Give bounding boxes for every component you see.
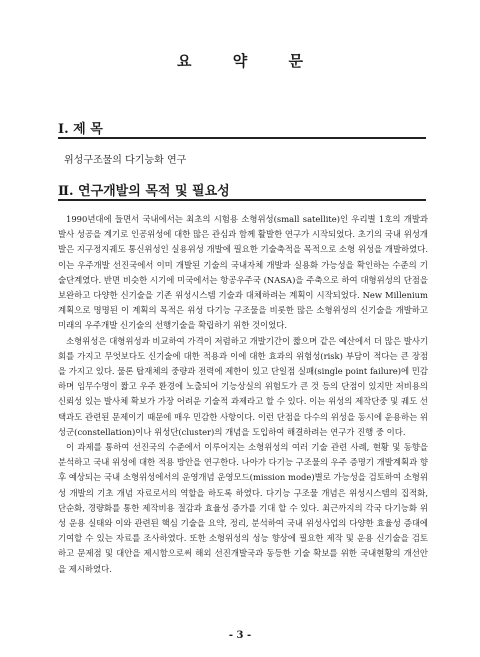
paragraph-3: 이 과제를 통하여 선진국의 수준에서 이루어지는 소형위성의 여러 기술 관련 사례, 현황 및 동향을 분석하고 국내 위성에 대한 적용 방안을 연구한다. 나아가 다기능 구조물의 우주 증명기 개발계획과 향후 예상되는 국내 소형위성에서의 운영개념 운영모드(mission mode)별로 가능성을 검토하여 소형위성 개발의 기초 개념 자료로서의 역할을 하도록 하였다. 다기능 구조물 개념은 위성시스템의 집적화, 단순화, 경량화를 통한 제작비용 절감과 효율성 증가를 기대 할 수 있다. 최근까지의 각국 다기능화 위성 운용 실태와 이와 관련된 핵심 기술을 요약, 정리, 분석하여 국내 위성사업의 다양한 효율성 증대에 기여할 수 있는 자료를 조사하였다. 또한 소형위성의 성능 향상에 필요한 제작 및 운용 신기술을 검토하고 문제점 및 대안을 제시함으로써 해외 선진개발국과 동등한 기술 확보를 위한 국내현황의 개선안을 제시하였다. xyxy=(58,442,428,574)
section-2-body xyxy=(58,212,428,577)
paragraph-2: 소형위성은 대형위성과 비교하여 가격이 저렴하고 개발기간이 짧으며 같은 예산에서 더 많은 발사기회를 가지고 무엇보다도 신기술에 대한 적용과 이에 대한 효과의 위험성(risk) 부담이 적다는 큰 장점을 가지고 있다. 물론 탑재체의 중량과 전력에 제한이 있고 단일점 실패(single point failure)에 민감하며 임무수명이 짧고 우주 환경에 노출되어 기능상실의 위험도가 큰 것 등의 단점이 있지만 저비용의 신뢰성 있는 발사체 확보가 가장 어려운 기술적 과제라고 할 수 있다. 이는 위성의 제작단중 및 궤도 선택과도 관련된 문제이기 때문에 매우 민감한 사항이다. 이런 단점을 다수의 위성을 동시에 운용하는 위성군(constellation)이나 위성단(cluster)의 개념을 도입하여 해결하려는 연구가 진행 중 이다. xyxy=(58,335,428,437)
section-2-heading: Ⅱ. 연구개발의 목적 및 필요성 xyxy=(58,184,230,199)
section-2-divider xyxy=(58,199,426,201)
section-1-heading: Ⅰ. 제 목 xyxy=(58,122,103,137)
section-1-divider xyxy=(58,137,426,139)
paragraph-1: 1990년대에 들면서 국내에서는 최초의 시험용 소형위성(small satellite)인 우리별 1호의 개발과 발사 성공을 계기로 인공위성에 대한 많은 관심과 함께 활발한 연구가 시작되었다. 초기의 국내 위성개발은 지구정지궤도 통신위성인 실용위성 개발에 필요한 기술축적을 목적으로 소형 위성을 개발하였다. 이는 우주개발 선진국에서 이미 개발된 기술의 국내자체 개발과 실용화 가능성을 확인하는 수준의 기술단계였다. 반면 비슷한 시기에 미국에서는 항공우주국 (NASA)을 주축으로 하여 대형위성의 단점을 보완하고 다양한 신기술을 기존 위성시스템 기술과 대체하려는 계획이 시작되었다. New Millenium 계획으로 명명된 이 계획의 목적은 위성 다기능 구조물을 비롯한 많은 소형위성의 신기술을 개발하고 미래의 우주개발 신기술의 선행기술을 확립하기 위한 것이었다. xyxy=(58,214,428,331)
section-1-text: 위성구조물의 다기능화 연구 xyxy=(64,155,187,166)
page-number: - 3 - xyxy=(228,630,252,641)
page-title: 요 약 문 xyxy=(177,52,321,70)
